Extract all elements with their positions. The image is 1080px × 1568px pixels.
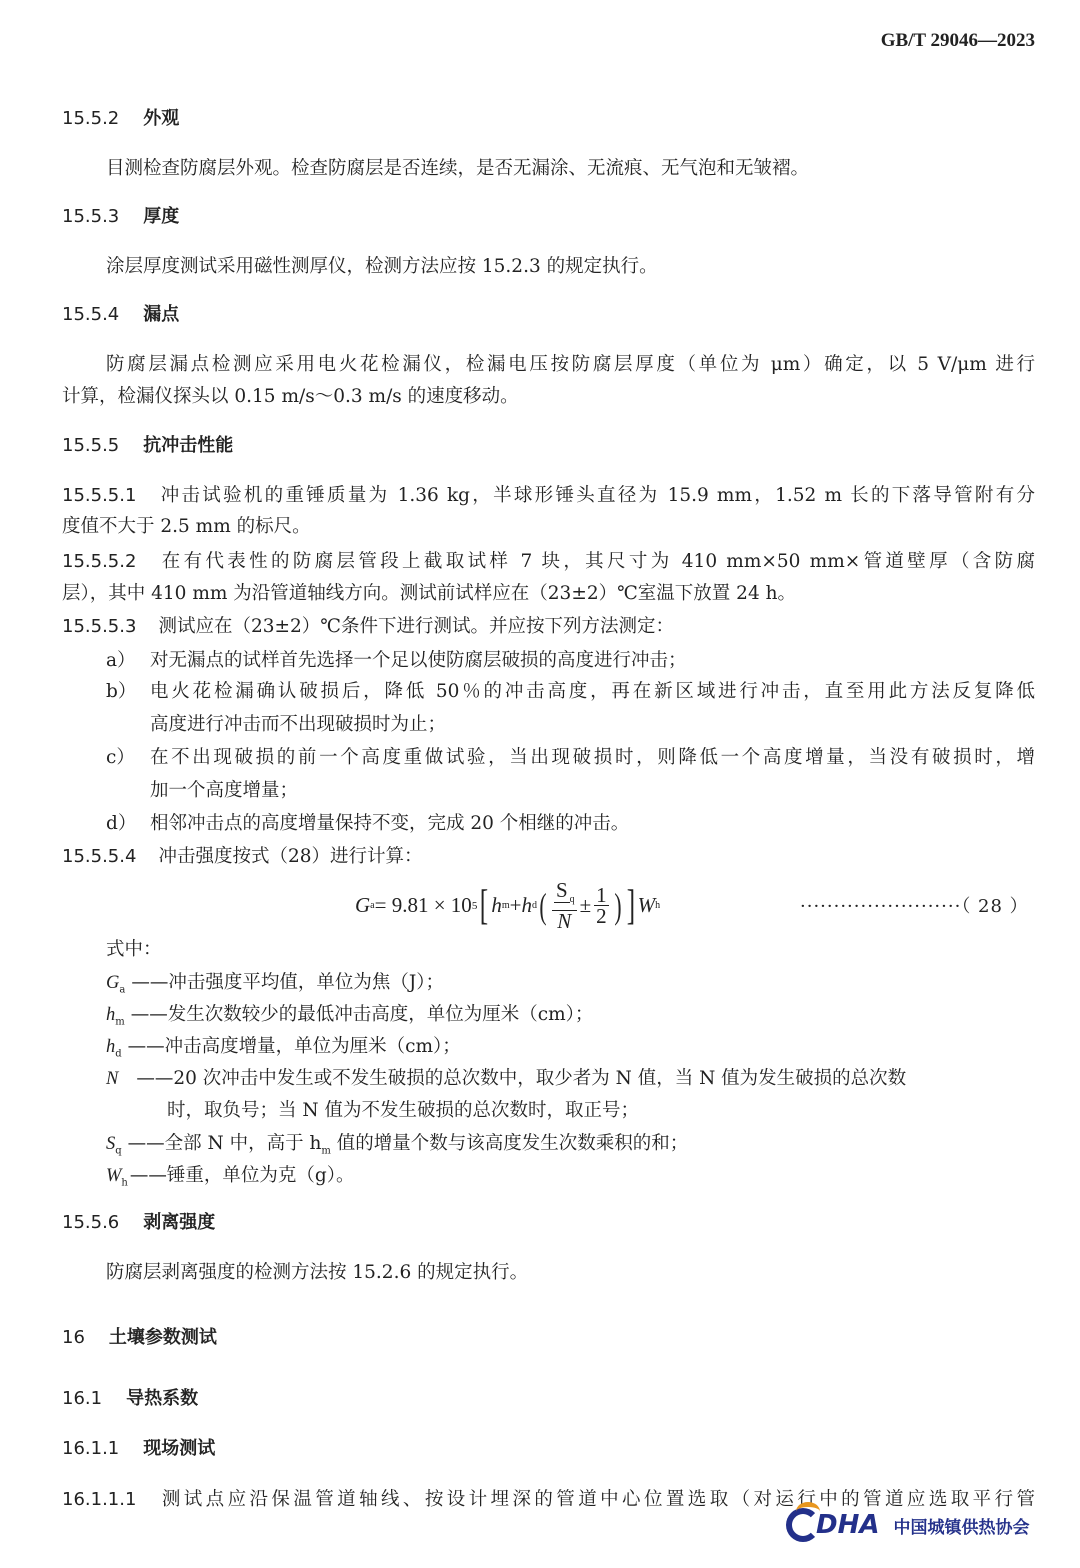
- paragraph-line: 防腐层漏点检测应采用电火花检漏仪，检漏电压按防腐层厚度（单位为 μm）确定，以 5 V/μm 进行: [106, 354, 1035, 375]
- variable-def: [106, 971, 444, 1003]
- logo-arc-icon: [786, 1508, 820, 1542]
- clause-text: 测试点应沿保温管道轴线、按设计埋深的管道中心位置选取（对运行中的管道应选取平行管: [158, 1489, 1035, 1510]
- heading-15-5-6: [62, 1211, 215, 1235]
- variable-def: [106, 1132, 688, 1164]
- subscript: m: [501, 900, 510, 912]
- var-desc: 值的增量个数与该高度发生次数乘积的和；: [330, 1133, 689, 1154]
- section-title: 导热系数: [126, 1388, 199, 1409]
- exponent: 5: [471, 899, 478, 912]
- subscript: d: [531, 900, 537, 912]
- subscript: q: [569, 894, 575, 906]
- var-desc: ——全部 N 中，高于 h: [127, 1133, 322, 1154]
- formula-28: [355, 878, 661, 934]
- numerator: [552, 880, 577, 911]
- clause-number: 15.5.5.2: [62, 551, 137, 572]
- denominator: N: [557, 909, 572, 934]
- var-desc: ——发生次数较少的最低冲击高度，单位为厘米（cm）；: [130, 1004, 594, 1025]
- chda-watermark-logo: [786, 1508, 1029, 1542]
- clause-line: 度值不大于 2.5 mm 的标尺。: [62, 516, 311, 537]
- section-number: 15.5.5: [62, 435, 120, 456]
- operator: ±: [579, 893, 592, 918]
- formula-text: = 9.81 × 10: [374, 893, 472, 918]
- var-desc: ——锤重，单位为克（g）。: [129, 1165, 355, 1186]
- left-paren: (: [539, 885, 547, 926]
- variable-def: [106, 1003, 593, 1035]
- var-sub: h: [121, 1177, 128, 1189]
- var-desc: ——冲击高度增量，单位为厘米（cm）；: [127, 1036, 461, 1057]
- numerator: 1: [596, 883, 607, 908]
- clause-number: 15.5.5.1: [62, 485, 137, 506]
- list-marker: b）: [106, 681, 137, 702]
- leader-dots: ························: [800, 896, 962, 917]
- section-title: 外观: [143, 108, 180, 129]
- clause-15-5-5-1-line: [62, 484, 1035, 508]
- clause-text: 冲击强度按式（28）进行计算：: [158, 846, 423, 867]
- clause-15-5-5-2-line: [62, 550, 1035, 574]
- heading-15-5-3: [62, 205, 179, 229]
- list-marker: a）: [106, 650, 136, 671]
- right-paren: ): [614, 885, 622, 926]
- var-symbol: S: [106, 1134, 116, 1154]
- var-desc: ——20 次冲击中发生或不发生破损的总次数中，取少者为 N 值，当 N 值为发生破损的总次数: [136, 1068, 907, 1089]
- heading-16-1: [62, 1387, 198, 1411]
- logo-abbr: DHA: [816, 1510, 880, 1540]
- clause-number: 15.5.5.3: [62, 616, 137, 637]
- section-number: 15.5.2: [62, 108, 120, 129]
- symbol: h: [521, 893, 532, 918]
- subscript: a: [370, 900, 375, 912]
- clause-15-5-5-3: [62, 615, 674, 639]
- var-symbol: G: [106, 973, 120, 993]
- symbol: W: [637, 893, 656, 918]
- clause-text: 冲击试验机的重锤质量为 1.36 kg，半球形锤头直径为 15.9 mm，1.52 m 长的下落导管附有分: [158, 485, 1035, 506]
- paragraph-line: 计算，检漏仪探头以 0.15 m/s～0.3 m/s 的速度移动。: [62, 386, 519, 407]
- variable-def: [106, 1035, 461, 1067]
- section-number: 15.5.3: [62, 206, 120, 227]
- section-number: 16: [62, 1327, 85, 1348]
- var-sub: q: [115, 1145, 122, 1157]
- where-label: 式中：: [106, 939, 162, 960]
- list-item: 在不出现破损的前一个高度重做试验，当出现破损时，则降低一个高度增量，当没有破损时，增: [150, 747, 1035, 768]
- heading-16: [62, 1326, 217, 1350]
- var-symbol: W: [106, 1166, 122, 1186]
- symbol: S: [555, 878, 568, 902]
- heading-15-5-5: [62, 434, 233, 458]
- heading-15-5-4: [62, 303, 179, 327]
- section-title: 抗冲击性能: [143, 435, 234, 456]
- var-sub: m: [115, 1016, 125, 1028]
- list-item: 电火花检漏确认破损后，降低 50％的冲击高度，再在新区域进行冲击，直至用此方法反复降低: [150, 681, 1035, 702]
- section-title: 现场测试: [143, 1438, 216, 1459]
- equation-label: （ 28 ）: [961, 896, 1029, 917]
- section-title: 厚度: [143, 206, 180, 227]
- list-item-cont: 高度进行冲击而不出现破损时为止；: [150, 714, 447, 735]
- symbol: h: [491, 893, 502, 918]
- var-symbol: h: [106, 1005, 116, 1025]
- right-bracket: ]: [626, 882, 635, 929]
- paragraph: 防腐层剥离强度的检测方法按 15.2.6 的规定执行。: [106, 1262, 529, 1283]
- section-title: 漏点: [143, 304, 180, 325]
- section-title: 土壤参数测试: [108, 1327, 217, 1348]
- clause-text: 在有代表性的防腐层管段上截取试样 7 块，其尺寸为 410 mm×50 mm×管道壁厚（含防腐: [158, 551, 1035, 572]
- var-sub: m: [321, 1145, 331, 1157]
- fraction: [552, 878, 577, 934]
- var-desc: ——冲击强度平均值，单位为焦（J）；: [131, 972, 445, 993]
- denominator: 2: [596, 904, 607, 929]
- clause-line: 层），其中 410 mm 为沿管道轴线方向。测试前试样应在（23±2）℃室温下放置 24 h。: [62, 583, 797, 604]
- heading-16-1-1: [62, 1437, 215, 1461]
- variable-def: [106, 1164, 354, 1196]
- variable-def-cont: 时，取负号；当 N 值为不发生破损的总次数时，取正号；: [167, 1100, 639, 1121]
- variable-def: [106, 1067, 906, 1091]
- var-symbol: h: [106, 1037, 116, 1057]
- fraction: [594, 883, 609, 929]
- list-item-cont: 加一个高度增量；: [150, 780, 299, 801]
- heading-15-5-2: [62, 107, 179, 131]
- clause-number: 16.1.1.1: [62, 1489, 137, 1510]
- list-marker: c）: [106, 747, 135, 768]
- list-item: 相邻冲击点的高度增量保持不变，完成 20 个相继的冲击。: [150, 813, 630, 834]
- clause-15-5-5-4: [62, 845, 422, 869]
- paragraph: 目测检查防腐层外观。检查防腐层是否连续，是否无漏涂、无流痕、无气泡和无皱褶。: [106, 158, 810, 179]
- clause-number: 15.5.5.4: [62, 846, 137, 867]
- section-number: 16.1.1: [62, 1438, 120, 1459]
- equation-number: [800, 892, 1029, 918]
- left-bracket: [: [480, 882, 489, 929]
- list-item: 对无漏点的试样首先选择一个足以使防腐层破损的高度进行冲击；: [150, 650, 687, 671]
- section-title: 剥离强度: [143, 1212, 216, 1233]
- section-number: 16.1: [62, 1388, 103, 1409]
- logo-name: 中国城镇供热协会: [893, 1517, 1030, 1538]
- list-marker: d）: [106, 813, 137, 834]
- subscript: h: [655, 900, 661, 912]
- paragraph: 涂层厚度测试采用磁性测厚仪，检测方法应按 15.2.3 的规定执行。: [106, 256, 658, 277]
- standard-number-header: GB/T 29046—2023: [880, 30, 1035, 51]
- section-number: 15.5.4: [62, 304, 120, 325]
- var-sub: d: [115, 1048, 122, 1060]
- var-symbol: N: [106, 1069, 119, 1089]
- section-number: 15.5.6: [62, 1212, 120, 1233]
- operator: +: [509, 893, 522, 918]
- symbol: G: [355, 893, 371, 918]
- clause-text: 测试应在（23±2）℃条件下进行测试。并应按下列方法测定：: [158, 616, 674, 637]
- var-sub: a: [119, 984, 126, 996]
